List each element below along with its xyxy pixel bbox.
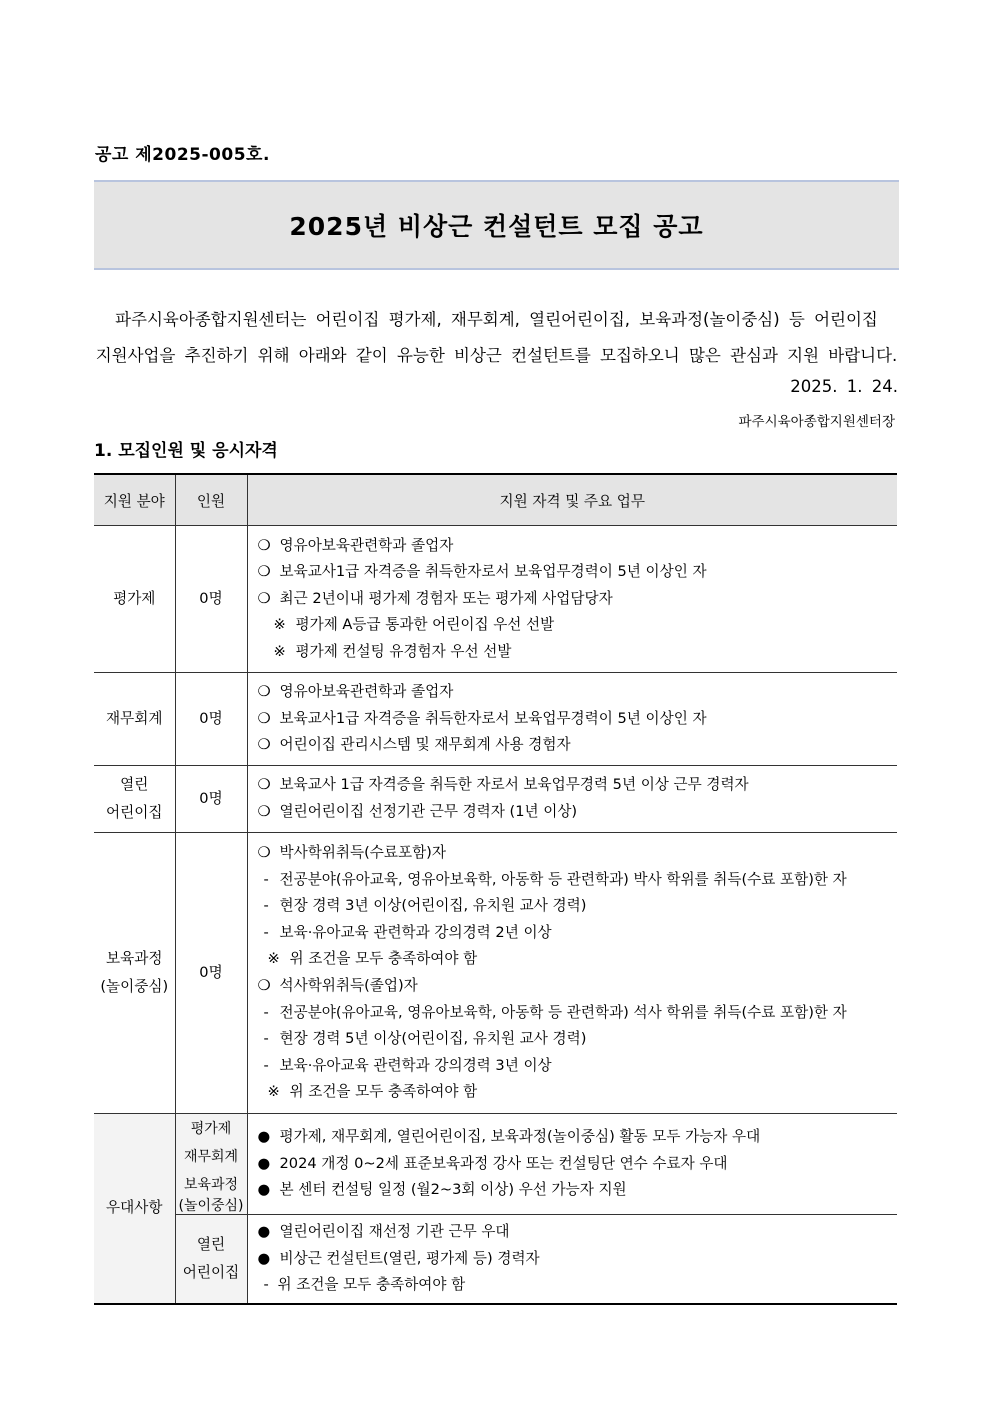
list-item: ● 비상근 컨설턴트(열린, 평가제 등) 경력자 — [257, 1249, 540, 1267]
list-note: ※ 평가제 A등급 통과한 어린이집 우선 선발 — [273, 616, 555, 634]
list-item: ● 2024 개정 0~2세 표준보육과정 강사 또는 컨설팅단 연수 수료자 우대 — [257, 1154, 728, 1172]
row-count: 0명 — [175, 526, 247, 673]
preference-fields: 열린 어린이집 — [175, 1215, 247, 1304]
list-item: ❍ 석사학위취득(졸업)자 — [257, 977, 418, 994]
notice-number: 공고 제2025-005호. — [95, 145, 270, 165]
header-field: 지원 분야 — [94, 474, 175, 526]
list-item: ❍ 영유아보육관련학과 졸업자 — [257, 536, 454, 554]
row-field: 재무회계 — [94, 673, 175, 766]
table-row — [94, 673, 897, 766]
list-item: ❍ 최근 2년이내 평가제 경험자 또는 평가제 사업담당자 — [257, 589, 613, 607]
preference-fields: 평가제 재무회계 보육과정 (놀이중심) — [175, 1114, 247, 1215]
row-field: 보육과정 (놀이중심) — [94, 833, 175, 1114]
row-count: 0명 — [175, 766, 247, 833]
list-subitem: - 전공분야(유아교육, 영유아보육학, 아동학 등 관련학과) 석사 학위를 취득(수료 포함)한 자 — [263, 1003, 847, 1021]
page-title: 2025년 비상근 컨설턴트 모집 공고 — [289, 212, 704, 241]
preference-row — [94, 1215, 897, 1304]
list-note: ※ 위 조건을 모두 충족하여야 함 — [267, 1083, 478, 1101]
list-item: ❍ 보육교사1급 자격증을 취득한자로서 보육업무경력이 5년 이상인 자 — [257, 709, 707, 727]
row-qualifications — [247, 833, 897, 1114]
list-subitem: - 현장 경력 5년 이상(어린이집, 유치원 교사 경력) — [263, 1030, 587, 1048]
list-item: ❍ 열린어린이집 선정기관 근무 경력자 (1년 이상) — [257, 803, 578, 820]
list-item: ❍ 박사학위취득(수료포함)자 — [257, 844, 446, 862]
row-count: 0명 — [175, 673, 247, 766]
organization-name: 파주시육아종합지원센터장 — [738, 414, 895, 430]
section-title: 1. 모집인원 및 응시자격 — [94, 441, 278, 461]
list-subitem: - 보육·유아교육 관련학과 강의경력 3년 이상 — [263, 1056, 552, 1074]
row-qualifications — [247, 766, 897, 833]
title-banner — [94, 180, 899, 270]
preference-label: 우대사항 — [94, 1114, 175, 1304]
list-subitem: - 보육·유아교육 관련학과 강의경력 2년 이상 — [263, 923, 552, 941]
list-subitem: - 현장 경력 3년 이상(어린이집, 유치원 교사 경력) — [263, 897, 587, 915]
list-note: ※ 평가제 컨설팅 유경험자 우선 선발 — [273, 642, 512, 660]
list-item: ● 평가제, 재무회계, 열린어린이집, 보육과정(놀이중심) 활동 모두 가능자 우대 — [257, 1128, 761, 1146]
list-item: ❍ 영유아보육관련학과 졸업자 — [257, 683, 454, 701]
list-item: ❍ 보육교사1급 자격증을 취득한자로서 보육업무경력이 5년 이상인 자 — [257, 563, 707, 581]
preference-items — [247, 1114, 897, 1215]
row-qualifications — [247, 526, 897, 673]
table-row — [94, 833, 897, 1114]
row-qualifications — [247, 673, 897, 766]
recruitment-table — [94, 473, 897, 1305]
notice-date: 2025. 1. 24. — [790, 377, 898, 396]
list-subitem: - 위 조건을 모두 충족하여야 함 — [263, 1276, 466, 1294]
list-item: ❍ 보육교사 1급 자격증을 취득한 자로서 보육업무경력 5년 이상 근무 경력자 — [257, 776, 749, 794]
table-row — [94, 766, 897, 833]
list-item: ● 본 센터 컨설팅 일정 (월2~3회 이상) 우선 가능자 지원 — [257, 1181, 627, 1199]
table-header-row — [94, 474, 897, 526]
table-row — [94, 526, 897, 673]
list-item: ● 열린어린이집 재선정 기관 근무 우대 — [257, 1223, 510, 1240]
list-subitem: - 전공분야(유아교육, 영유아보육학, 아동학 등 관련학과) 박사 학위를 취득(수료 포함)한 자 — [263, 870, 847, 888]
intro-line-1: 파주시육아종합지원센터는 어린이집 평가제, 재무회계, 열린어린이집, 보육과정(놀이중심) 등 어린이집 — [115, 310, 878, 329]
header-count: 인원 — [175, 474, 247, 526]
header-qualification: 지원 자격 및 주요 업무 — [247, 474, 897, 526]
row-field: 열린 어린이집 — [94, 766, 175, 833]
preference-items — [247, 1215, 897, 1304]
intro-line-2: 지원사업을 추진하기 위해 아래와 같이 유능한 비상근 컨설턴트를 모집하오니 많은 관심과 지원 바랍니다. — [95, 346, 898, 365]
preference-row — [94, 1114, 897, 1215]
row-field: 평가제 — [94, 526, 175, 673]
list-note: ※ 위 조건을 모두 충족하여야 함 — [267, 950, 478, 968]
row-count: 0명 — [175, 833, 247, 1114]
list-item: ❍ 어린이집 관리시스템 및 재무회계 사용 경험자 — [257, 736, 571, 754]
